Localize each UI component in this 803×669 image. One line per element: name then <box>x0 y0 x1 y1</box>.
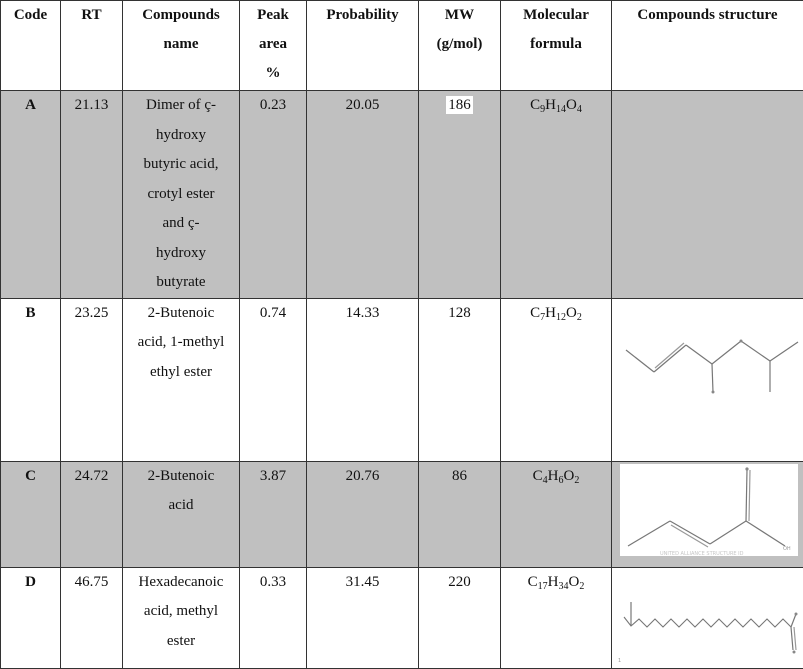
cell-peak-area: 0.74 <box>240 298 307 461</box>
header-compound-name: Compounds name <box>123 1 240 91</box>
cell-mw: 220 <box>419 567 501 668</box>
table-row-d <box>1 567 803 668</box>
svg-text:UNITED ALLIANCE STRUCTURE ID: UNITED ALLIANCE STRUCTURE ID <box>660 551 744 556</box>
cell-probability: 14.33 <box>307 298 419 461</box>
cell-code: C <box>1 461 61 567</box>
header-peak-area: Peak area % <box>240 1 307 91</box>
cell-probability: 31.45 <box>307 567 419 668</box>
table-row-a <box>1 91 803 299</box>
cell-structure-empty <box>612 91 803 299</box>
header-probability: Probability <box>307 1 419 91</box>
cell-rt: 24.72 <box>61 461 123 567</box>
cell-code: A <box>1 91 61 299</box>
cell-probability: 20.76 <box>307 461 419 567</box>
header-code: Code <box>1 1 61 91</box>
table-row-b <box>1 298 803 461</box>
cell-mw <box>419 91 501 299</box>
table-row-c <box>1 461 803 567</box>
cell-code: B <box>1 298 61 461</box>
svg-text:OH: OH <box>783 546 791 552</box>
cell-peak-area: 0.23 <box>240 91 307 299</box>
mw-value: 186 <box>446 96 473 114</box>
header-rt: RT <box>61 1 123 91</box>
cell-structure <box>612 461 803 567</box>
cell-compound-name: Dimer of ç- hydroxy butyric acid, crotyl ester and ç- hydroxy butyrate <box>123 91 240 299</box>
header-structure: Compounds structure <box>612 1 803 91</box>
cell-compound-name: 2-Butenoic acid <box>123 461 240 567</box>
header-molecular-formula: Molecular formula <box>501 1 612 91</box>
cell-peak-area: 3.87 <box>240 461 307 567</box>
cell-mw: 128 <box>419 298 501 461</box>
cell-rt: 21.13 <box>61 91 123 299</box>
cell-rt: 23.25 <box>61 298 123 461</box>
cell-structure <box>612 567 803 668</box>
structure-b-image <box>622 324 802 394</box>
header-row <box>1 1 803 91</box>
cell-mw: 86 <box>419 461 501 567</box>
cell-peak-area: 0.33 <box>240 567 307 668</box>
cell-molecular-formula: $C_7H_{12}O_2$ <box>501 298 612 461</box>
cell-molecular-formula: $C_{17}H_{34}O_2$ <box>501 567 612 668</box>
cell-code: D <box>1 567 61 668</box>
svg-text:1: 1 <box>618 658 621 664</box>
cell-molecular-formula: $C_4H_6O_2$ <box>501 461 612 567</box>
cell-probability: 20.05 <box>307 91 419 299</box>
cell-compound-name: Hexadecanoic acid, methyl ester <box>123 567 240 668</box>
cell-compound-name: 2-Butenoic acid, 1-methyl ethyl ester <box>123 298 240 461</box>
structure-c-image <box>620 464 798 556</box>
cell-structure <box>612 298 803 461</box>
cell-molecular-formula: $C_9H_{14}O_4$ <box>501 91 612 299</box>
structure-d-image <box>616 574 802 666</box>
header-mw: MW (g/mol) <box>419 1 501 91</box>
cell-rt: 46.75 <box>61 567 123 668</box>
